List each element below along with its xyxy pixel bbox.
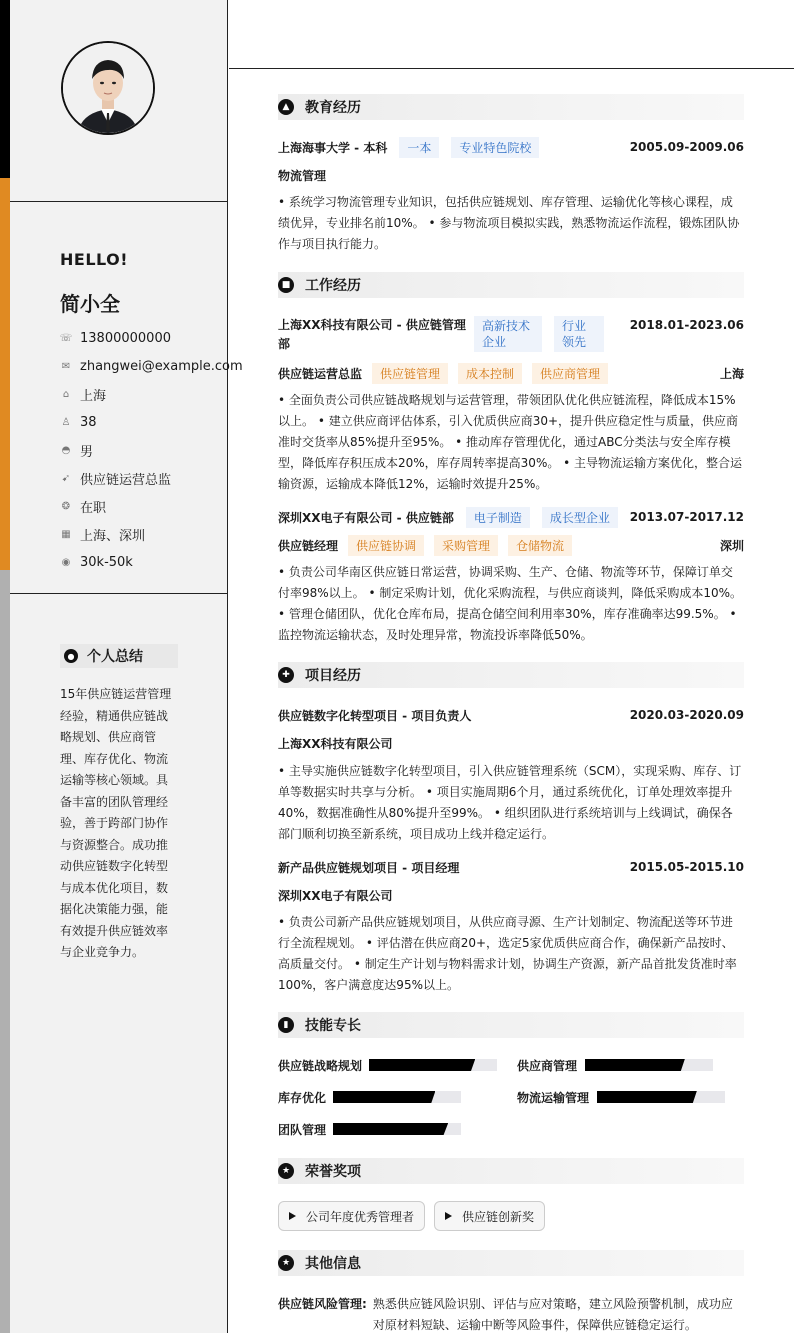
job-desc: • 全面负责公司供应链战略规划与运营管理，带领团队优化供应链流程，降低成本15%以上。 • 建立供应商评估体系，引入优质供应商30+，提升供应稳定性与质量，供应商准时交货率从85%提升至95%。 • 推动库存管理优化，通过ABC分类法与安全库存模型，降低库存积压成本20%，库存周转率提高30%。 • 主导物流运输方案优化，整合运输资源，运输成本降低12%，运输时效提升25%。 <box>278 393 743 491</box>
job-tag: 电子制造 <box>466 507 530 528</box>
job-city: 深圳 <box>719 538 744 553</box>
award-icon: ★ <box>278 1163 294 1179</box>
job-tag: 成长型企业 <box>542 507 618 528</box>
major: 物流管理 <box>278 168 327 183</box>
project-desc: • 负责公司新产品供应链规划项目，从供应商寻源、生产计划制定、物流配送等环节进行全流程规划。 • 评估潜在供应商20+，选定5家优质供应商合作，确保新产品按时、高质量交付。 • 制定生产计划与物料需求计划，协调生产资源，新产品首批发货准时率100%，客户满意度达95%以上。 <box>278 915 737 992</box>
project-date: 2020.03-2020.09 <box>629 708 744 722</box>
salary-icon: ◉ <box>61 556 71 568</box>
job-company: 深圳XX电子有限公司 - 供应链部 <box>278 510 454 525</box>
project-row <box>278 857 744 877</box>
major-row <box>278 165 744 185</box>
job-tag: 高新技术企业 <box>474 316 542 352</box>
contact-phone: ☏ 13800000000 <box>59 330 171 346</box>
gender-icon: ◓ <box>61 444 71 456</box>
school-name: 上海海事大学 - 本科 <box>278 140 388 155</box>
skill-name: 供应链战略规划 <box>278 1058 363 1073</box>
skill-bar <box>333 1123 461 1135</box>
project-company-row <box>278 885 744 905</box>
project-date: 2015.05-2015.10 <box>629 860 744 874</box>
bar-chart-icon: ▮ <box>278 1017 294 1033</box>
contact-gender: ◓ 男 <box>61 444 94 460</box>
job-skill-tag: 成本控制 <box>458 363 522 384</box>
job-skill-tag: 仓储物流 <box>508 535 572 556</box>
project-desc: • 主导实施供应链数字化转型项目，引入供应链管理系统（SCM），实现采购、库存、订单等数据实时共享与分析。 • 项目实施周期6个月，通过系统优化，订单处理效率提升40%，数据准确性从80%提升至99%。 • 组织团队进行系统培训与上线调试，确保各部门顺利切换至新系统，项目成功上线并稳定运行。 <box>278 764 742 841</box>
skill-bar <box>333 1091 461 1103</box>
contact-section <box>10 202 243 594</box>
building-icon: ▦ <box>61 528 71 540</box>
job-role: 供应链经理 <box>278 538 339 553</box>
avatar-section <box>10 0 228 202</box>
job-row <box>278 316 744 354</box>
contact-status: ❂ 在职 <box>61 500 107 516</box>
contact-location: ▦ 上海、深圳 <box>61 528 146 544</box>
contact-city: ⌂ 上海 <box>60 380 243 408</box>
contact-email: ✉ zhangwei@example.com <box>61 358 243 374</box>
job-city: 上海 <box>719 366 744 381</box>
job-date: 2018.01-2023.06 <box>629 318 744 332</box>
summary-text: 15年供应链运营管理经验，精通供应链战略规划、供应商管理、库存优化、物流运输等核心领域。具备丰富的团队管理经验，善于跨部门协作与资源整合。成功推动供应链数字化转型与成本优化项目，数据化决策能力强，能有效提升供应链效率与企业竞争力。 <box>60 687 172 959</box>
status-icon: ❂ <box>61 500 71 512</box>
education-heading: ▲ 教育经历 <box>278 94 744 120</box>
person-name: 简小全 <box>60 292 120 316</box>
home-icon: ⌂ <box>62 388 70 400</box>
job-skill-tag: 采购管理 <box>434 535 498 556</box>
award-chip: 供应链创新奖 <box>434 1201 545 1231</box>
job-role-row <box>278 363 744 383</box>
project-row <box>278 705 744 725</box>
job-skill-tag: 供应链协调 <box>348 535 424 556</box>
job-skill-tag: 供应商管理 <box>532 363 608 384</box>
skills-heading: ▮ 技能专长 <box>278 1012 744 1038</box>
avatar <box>61 41 155 135</box>
contact-list <box>60 324 243 576</box>
job-desc: • 负责公司华南区供应链日常运营，协调采购、生产、仓储、物流等环节，保障订单交付率98%以上。 • 制定采购计划，优化采购流程，与供应商谈判，降低采购成本10%。 • 管理仓储团队，优化仓库布局，提高仓储空间利用率30%，库存准确率达99.5%。 • 监控物流运输状态，及时处理异常，物流投诉率降低50%。 <box>278 565 743 642</box>
project-company: 上海XX科技有限公司 <box>278 736 393 751</box>
skill-bar <box>585 1059 713 1071</box>
top-bar <box>229 0 794 69</box>
skill-bar-fill <box>333 1091 435 1103</box>
project-name: 供应链数字化转型项目 - 项目负责人 <box>278 708 472 723</box>
skill-bar-fill <box>369 1059 475 1071</box>
education-desc: • 系统学习物流管理专业知识，包括供应链规划、库存管理、运输优化等核心课程，成绩优异，专业排名前10%。 • 参与物流项目模拟实践，熟悉物流运作流程，锻炼团队协作与项目执行能力。 <box>278 195 740 251</box>
education-tag: 一本 <box>399 137 439 158</box>
grid-icon: ✚ <box>278 667 294 683</box>
skill-name: 团队管理 <box>278 1122 327 1137</box>
job-role: 供应链运营总监 <box>278 366 363 381</box>
other-text: 熟悉供应链风险识别、评估与应对策略，建立风险预警机制，成功应对原材料短缺、运输中断等风险事件，保障供应链稳定运行。 <box>372 1297 733 1332</box>
skill-bar-fill <box>333 1123 448 1135</box>
summary-heading: ● 个人总结 <box>60 644 178 668</box>
other-heading: ★ 其他信息 <box>278 1250 744 1276</box>
work-heading: ■ 工作经历 <box>278 272 744 298</box>
job-role-row <box>278 535 744 555</box>
hello-heading: HELLO! <box>60 250 129 269</box>
job-company: 上海XX科技有限公司 - 供应链管理部 <box>278 318 466 351</box>
project-name: 新产品供应链规划项目 - 项目经理 <box>278 860 460 875</box>
job-tag: 行业领先 <box>554 316 604 352</box>
awards-heading: ★ 荣誉奖项 <box>278 1158 744 1184</box>
job-date: 2013.07-2017.12 <box>629 510 744 524</box>
contact-age: ♙ 38 <box>61 414 97 430</box>
skill-name: 库存优化 <box>278 1090 327 1105</box>
email-icon: ✉ <box>61 360 71 372</box>
award-chip: 公司年度优秀管理者 <box>278 1201 425 1231</box>
other-label: 供应链风险管理: <box>278 1297 367 1311</box>
skill-bar <box>369 1059 497 1071</box>
phone-icon: ☏ <box>59 332 73 344</box>
project-company-row <box>278 733 744 753</box>
education-row <box>278 137 744 157</box>
info-icon: ★ <box>278 1255 294 1271</box>
skill-name: 物流运输管理 <box>517 1090 590 1105</box>
briefcase-icon: ■ <box>278 277 294 293</box>
age-icon: ♙ <box>61 416 71 428</box>
skill-name: 供应商管理 <box>517 1058 578 1073</box>
graduation-cap-icon: ▲ <box>278 99 294 115</box>
color-strip <box>0 0 10 1333</box>
other-info <box>278 1294 744 1333</box>
education-tag: 专业特色院校 <box>451 137 539 158</box>
job-skill-tag: 供应链管理 <box>372 363 448 384</box>
skill-bar-fill <box>585 1059 685 1071</box>
projects-heading: ✚ 项目经历 <box>278 662 744 688</box>
play-icon <box>289 1212 296 1220</box>
user-icon: ● <box>64 649 78 663</box>
play-icon <box>445 1212 452 1220</box>
sidebar <box>10 0 243 1333</box>
contact-salary: ◉ 30k-50k <box>61 554 133 570</box>
contact-position: ➹ 供应链运营总监 <box>61 472 172 488</box>
skill-bar <box>597 1091 725 1103</box>
plane-icon: ➹ <box>61 472 71 484</box>
job-row <box>278 507 744 527</box>
project-company: 深圳XX电子有限公司 <box>278 888 393 903</box>
education-date: 2005.09-2009.06 <box>629 140 744 154</box>
skill-bar-fill <box>597 1091 697 1103</box>
